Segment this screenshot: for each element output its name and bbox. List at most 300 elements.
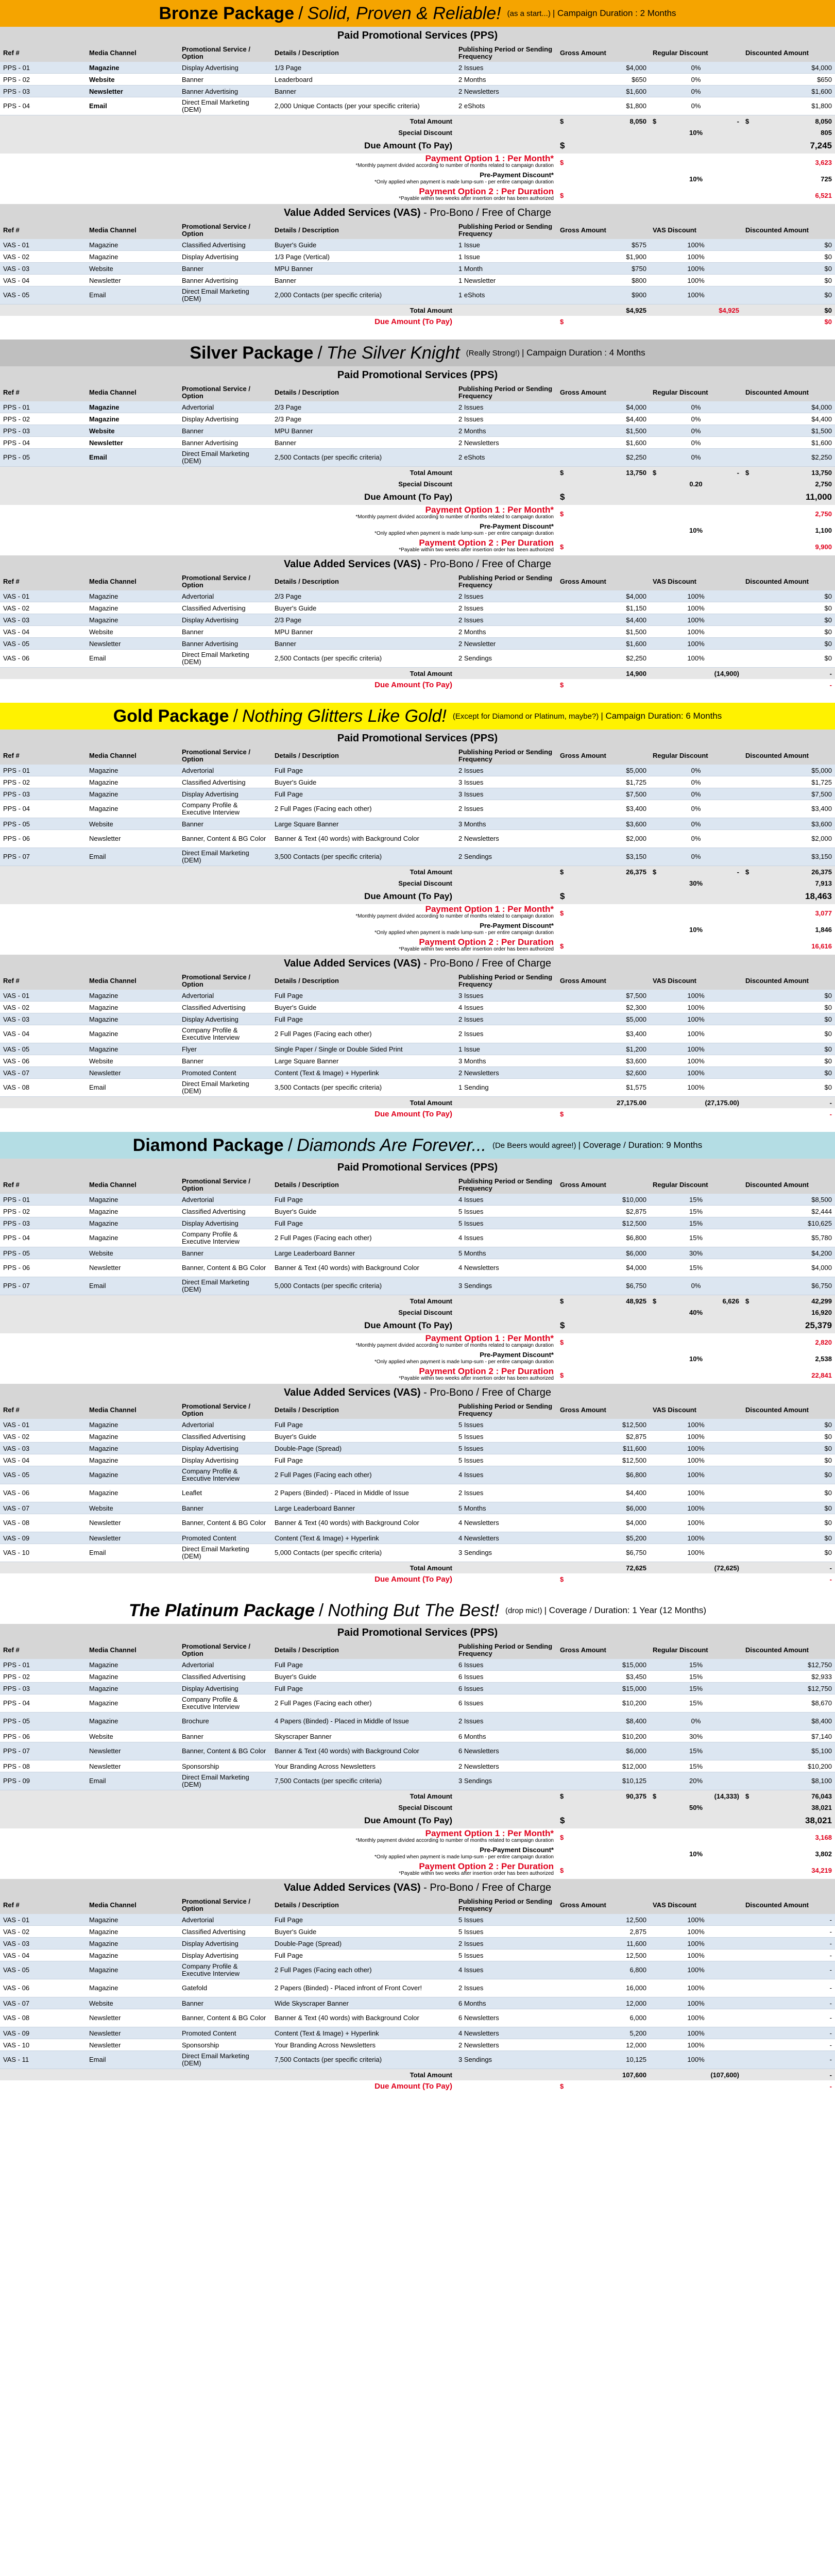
cell: 2/3 Page <box>271 614 455 626</box>
cell: Classified Advertising <box>179 1926 271 1938</box>
cell: 4 Issues <box>455 1229 557 1247</box>
value: 48,925 <box>626 1297 646 1305</box>
spacer <box>557 171 650 187</box>
column-header: Regular Discount <box>650 1176 742 1194</box>
table-row <box>0 626 835 638</box>
table-row <box>0 62 835 74</box>
table-row <box>0 1760 835 1772</box>
cell: VAS - 04 <box>0 1950 86 1961</box>
cell: $5,000 <box>557 765 650 776</box>
vas-total-value: - <box>742 668 835 680</box>
cell: 2,000 Unique Contacts (per your specific criteria) <box>271 97 455 115</box>
pps-title: Paid Promotional Services (PPS) <box>0 1159 835 1176</box>
total-label: Total Amount <box>271 1097 455 1109</box>
prepayment-row <box>0 1351 835 1366</box>
cell: $4,000 <box>742 1259 835 1277</box>
cell: $12,750 <box>742 1659 835 1671</box>
vas-total-row <box>0 668 835 680</box>
cell: $3,150 <box>742 848 835 866</box>
column-header: Promotional Service / Option <box>179 222 271 239</box>
cell: Email <box>86 650 179 668</box>
table-row <box>0 1671 835 1683</box>
cell: 5 Issues <box>455 1914 557 1926</box>
cell: Company Profile & Executive Interview <box>179 1025 271 1043</box>
spacer <box>650 1366 742 1384</box>
cell: Direct Email Marketing (DEM) <box>179 1277 271 1295</box>
cell: 100% <box>650 1043 742 1055</box>
table-row <box>0 1013 835 1025</box>
cell: PPS - 05 <box>0 1713 86 1731</box>
cell: 1 Issue <box>455 251 557 263</box>
cell: 100% <box>650 1443 742 1454</box>
column-header: Discounted Amount <box>742 44 835 62</box>
column-header: Discounted Amount <box>742 222 835 239</box>
cell: 1 Month <box>455 263 557 275</box>
spacer <box>455 1307 557 1318</box>
spacer <box>557 1846 650 1861</box>
package-header <box>0 703 835 730</box>
column-header: Media Channel <box>86 384 179 401</box>
cell: PPS - 03 <box>0 1683 86 1694</box>
cell: Magazine <box>86 1961 179 1979</box>
cell: 1 eShots <box>455 286 557 304</box>
table-row <box>0 1997 835 2009</box>
spacer <box>455 2069 557 2081</box>
cell: 5 Issues <box>455 1926 557 1938</box>
spacer <box>0 2069 86 2081</box>
currency-sign: $ <box>557 679 650 690</box>
column-header: Details / Description <box>271 747 455 765</box>
cell: $1,150 <box>557 602 650 614</box>
cell: PPS - 01 <box>0 1659 86 1671</box>
column-header-row <box>0 1176 835 1194</box>
column-header: Promotional Service / Option <box>179 747 271 765</box>
cell: VAS - 04 <box>0 626 86 638</box>
special-rate: 40% <box>650 1307 742 1318</box>
cell: - <box>742 2027 835 2039</box>
cell: 100% <box>650 638 742 650</box>
cell: Magazine <box>86 1229 179 1247</box>
vas-total-value: - <box>742 1562 835 1574</box>
prepayment-row <box>0 1846 835 1861</box>
pps-title: Paid Promotional Services (PPS) <box>0 730 835 747</box>
cell: Buyer's Guide <box>271 776 455 788</box>
column-header: Discounted Amount <box>742 573 835 590</box>
total-value <box>557 866 650 878</box>
cell: $10,200 <box>557 1731 650 1742</box>
option-2-amount: 22,841 <box>742 1366 835 1384</box>
spacer <box>650 538 742 555</box>
cell: Single Paper / Single or Double Sided Print <box>271 1043 455 1055</box>
spacer <box>179 522 271 538</box>
table-row <box>0 1979 835 1997</box>
cell: PPS - 07 <box>0 1742 86 1760</box>
cell: $0 <box>742 614 835 626</box>
cell: 5 Issues <box>455 1443 557 1454</box>
cell: 12,500 <box>557 1950 650 1961</box>
cell: 16,000 <box>557 1979 650 1997</box>
total-label: Total Amount <box>271 115 455 127</box>
cell: 11,600 <box>557 1938 650 1950</box>
currency-sign: $ <box>653 868 657 876</box>
cell: Large Leaderboard Banner <box>271 1247 455 1259</box>
cell: 100% <box>650 1544 742 1562</box>
cell: 7,500 Contacts (per specific criteria) <box>271 1772 455 1790</box>
column-header: Gross Amount <box>557 1641 650 1659</box>
spacer <box>86 1813 179 1828</box>
cell: Full Page <box>271 1683 455 1694</box>
spacer <box>0 937 86 955</box>
cell: 4 Issues <box>455 1466 557 1484</box>
special-rate: 0.20 <box>650 478 742 489</box>
cell: Full Page <box>271 990 455 1002</box>
pps-title: Paid Promotional Services (PPS) <box>0 27 835 44</box>
column-header: Ref # <box>0 384 86 401</box>
currency-sign: $ <box>557 1318 650 1333</box>
cell: 6 Issues <box>455 1659 557 1671</box>
cell: Banner <box>179 1997 271 2009</box>
cell: $4,400 <box>557 413 650 425</box>
package-note: (De Beers would agree!) <box>492 1141 576 1150</box>
spacer <box>455 1802 557 1813</box>
spacer <box>0 889 86 904</box>
package-note: (Except for Diamond or Platinum, maybe?) <box>452 711 599 721</box>
value: 26,375 <box>626 868 646 876</box>
spacer <box>0 1295 86 1307</box>
prepayment-row <box>0 922 835 937</box>
vas-total-row <box>0 1097 835 1109</box>
cell: $0 <box>742 1532 835 1544</box>
spacer <box>557 478 650 489</box>
spacer <box>0 1318 86 1333</box>
cell: Large Leaderboard Banner <box>271 1502 455 1514</box>
cell: Magazine <box>86 401 179 413</box>
cell: VAS - 08 <box>0 1079 86 1097</box>
cell: 2 Issues <box>455 62 557 74</box>
cell: 7,500 Contacts (per specific criteria) <box>271 2051 455 2069</box>
cell: Website <box>86 1247 179 1259</box>
currency-sign: $ <box>557 538 650 555</box>
vas-total-value: (72,625) <box>650 1562 742 1574</box>
cell: 6 Months <box>455 1997 557 2009</box>
cell: $2,300 <box>557 1002 650 1013</box>
currency-sign: $ <box>653 468 657 477</box>
package-campaign: | Campaign Duration : 2 Months <box>552 8 676 18</box>
spacer <box>86 889 179 904</box>
column-header-row <box>0 44 835 62</box>
cell: Website <box>86 74 179 86</box>
cell: $5,780 <box>742 1229 835 1247</box>
column-header-row <box>0 1641 835 1659</box>
cell: Magazine <box>86 239 179 251</box>
cell: $8,500 <box>742 1194 835 1206</box>
column-header: Promotional Service / Option <box>179 1176 271 1194</box>
spacer <box>0 1790 86 1802</box>
spacer <box>650 937 742 955</box>
package-block-1 <box>0 340 835 703</box>
spacer <box>455 877 557 889</box>
value: 76,043 <box>811 1792 832 1800</box>
currency-sign: $ <box>653 1792 657 1800</box>
cell: $2,444 <box>742 1206 835 1217</box>
cell: Banner, Content & BG Color <box>179 2009 271 2027</box>
prepay-note: *Only applied when payment is made lump-sum - per entire campaign duration <box>374 179 554 185</box>
cell: 0% <box>650 413 742 425</box>
cell: $0 <box>742 638 835 650</box>
total-row <box>0 115 835 127</box>
cell: VAS - 07 <box>0 1067 86 1079</box>
table-row <box>0 1683 835 1694</box>
value: - <box>737 468 739 477</box>
cell: - <box>742 1979 835 1997</box>
package-name: Gold Package <box>113 706 229 726</box>
currency-sign: $ <box>560 468 564 477</box>
cell: $12,000 <box>557 1760 650 1772</box>
table-row <box>0 830 835 848</box>
column-header: Ref # <box>0 44 86 62</box>
value: - <box>737 868 739 876</box>
spacer <box>86 866 179 878</box>
cell: 1 Issue <box>455 239 557 251</box>
spacer <box>0 115 86 127</box>
option-2-amount: 34,219 <box>742 1861 835 1879</box>
currency-sign: $ <box>557 2080 650 2092</box>
cell: $2,875 <box>557 1206 650 1217</box>
cell: PPS - 04 <box>0 97 86 115</box>
pps-table <box>0 44 835 204</box>
option-2-label <box>271 187 557 204</box>
option-1-amount: 2,750 <box>742 505 835 522</box>
vas-title-bold: Value Added Services (VAS) <box>283 1387 421 1398</box>
spacer <box>86 1333 179 1351</box>
cell: 0% <box>650 1277 742 1295</box>
cell: Double-Page (Spread) <box>271 1938 455 1950</box>
cell: 4 Newsletters <box>455 1514 557 1532</box>
cell: Website <box>86 626 179 638</box>
total-value <box>742 115 835 127</box>
cell: $15,000 <box>557 1659 650 1671</box>
cell: 0% <box>650 1713 742 1731</box>
cell: 4 Newsletters <box>455 1532 557 1544</box>
cell: VAS - 02 <box>0 1002 86 1013</box>
spacer <box>86 904 179 922</box>
cell: VAS - 04 <box>0 1025 86 1043</box>
package-gap <box>0 327 835 340</box>
column-header: Discounted Amount <box>742 747 835 765</box>
column-header: Ref # <box>0 573 86 590</box>
cell: $4,000 <box>557 62 650 74</box>
table-row <box>0 1484 835 1502</box>
cell: $0 <box>742 650 835 668</box>
spacer <box>179 1307 271 1318</box>
cell: $3,600 <box>557 818 650 830</box>
package-tagline: Solid, Proven & Reliable! <box>307 3 501 23</box>
cell: VAS - 03 <box>0 614 86 626</box>
spacer <box>179 866 271 878</box>
cell: 2 Full Pages (Facing each other) <box>271 1694 455 1713</box>
spacer <box>179 138 271 154</box>
cell: 100% <box>650 1025 742 1043</box>
cell: 4 Issues <box>455 1194 557 1206</box>
cell: $1,600 <box>742 437 835 449</box>
prepay-note: *Only applied when payment is made lump-sum - per entire campaign duration <box>374 930 554 936</box>
column-header: Details / Description <box>271 222 455 239</box>
cell: VAS - 11 <box>0 2051 86 2069</box>
currency-sign: $ <box>557 489 650 505</box>
column-header: Discounted Amount <box>742 1896 835 1914</box>
cell: 0% <box>650 818 742 830</box>
cell: 6 Months <box>455 1731 557 1742</box>
cell: Banner <box>179 626 271 638</box>
special-label: Special Discount <box>271 877 455 889</box>
spacer <box>0 154 86 171</box>
spacer <box>86 1097 179 1109</box>
package-campaign: | Campaign Duration: 6 Months <box>601 711 722 721</box>
total-value <box>650 1790 742 1802</box>
cell: PPS - 03 <box>0 788 86 800</box>
prepay-amount: 2,538 <box>742 1351 835 1366</box>
cell: Large Square Banner <box>271 818 455 830</box>
column-header: Publishing Period or Sending Frequency <box>455 1176 557 1194</box>
total-label: Total Amount <box>271 467 455 479</box>
spacer <box>86 316 179 327</box>
spacer <box>0 877 86 889</box>
spacer <box>650 505 742 522</box>
column-header: Regular Discount <box>650 384 742 401</box>
vas-title <box>0 204 835 222</box>
spacer <box>179 1097 271 1109</box>
package-gap <box>0 1120 835 1132</box>
spacer <box>179 877 271 889</box>
cell: Direct Email Marketing (DEM) <box>179 97 271 115</box>
package-tagline: The Silver Knight <box>326 343 460 363</box>
vas-title <box>0 555 835 573</box>
prepay-rate: 10% <box>650 171 742 187</box>
spacer <box>0 138 86 154</box>
spacer <box>0 505 86 522</box>
spacer <box>86 1351 179 1366</box>
total-value <box>742 1790 835 1802</box>
currency-sign: $ <box>653 1297 657 1305</box>
spacer <box>650 1861 742 1879</box>
cell: Banner, Content & BG Color <box>179 1514 271 1532</box>
cell: 100% <box>650 1961 742 1979</box>
table-row <box>0 1002 835 1013</box>
spacer <box>650 316 742 327</box>
currency-sign: $ <box>745 468 749 477</box>
spacer <box>557 922 650 937</box>
spacer <box>86 304 179 316</box>
spacer <box>86 138 179 154</box>
cell: Website <box>86 1502 179 1514</box>
due-amount: 38,021 <box>742 1813 835 1828</box>
cell: Email <box>86 97 179 115</box>
cell: 2 Sendings <box>455 848 557 866</box>
cell: PPS - 04 <box>0 800 86 818</box>
cell: 2 Full Pages (Facing each other) <box>271 800 455 818</box>
option-1-title: Payment Option 1 : Per Month* <box>425 154 554 163</box>
cell: Magazine <box>86 1659 179 1671</box>
spacer <box>86 922 179 937</box>
cell: 0% <box>650 830 742 848</box>
option-2-label <box>271 538 557 555</box>
cell: Brochure <box>179 1713 271 1731</box>
cell: 100% <box>650 990 742 1002</box>
spacer <box>179 187 271 204</box>
spacer <box>86 489 179 505</box>
cell: 2 Newsletters <box>455 2039 557 2051</box>
table-row <box>0 614 835 626</box>
total-row <box>0 1790 835 1802</box>
cell: Magazine <box>86 765 179 776</box>
cell: $10,200 <box>742 1760 835 1772</box>
cell: Magazine <box>86 1950 179 1961</box>
spacer <box>179 1828 271 1846</box>
cell: Newsletter <box>86 437 179 449</box>
cell: 2 Issues <box>455 1938 557 1950</box>
total-value <box>742 1295 835 1307</box>
cell: PPS - 02 <box>0 1671 86 1683</box>
cell: Banner Advertising <box>179 86 271 97</box>
currency-sign: $ <box>557 1366 650 1384</box>
cell: $0 <box>742 275 835 286</box>
cell: 100% <box>650 1055 742 1067</box>
total-label: Total Amount <box>271 304 455 316</box>
cell: $0 <box>742 1079 835 1097</box>
cell: Display Advertising <box>179 614 271 626</box>
table-row <box>0 1206 835 1217</box>
cell: 15% <box>650 1217 742 1229</box>
column-header: Gross Amount <box>557 1896 650 1914</box>
cell: - <box>742 1914 835 1926</box>
cell: PPS - 05 <box>0 818 86 830</box>
cell: Sponsorship <box>179 2039 271 2051</box>
option-1-title: Payment Option 1 : Per Month* <box>425 505 554 515</box>
table-row <box>0 1961 835 1979</box>
cell: VAS - 02 <box>0 1926 86 1938</box>
option-1-amount: 3,077 <box>742 904 835 922</box>
cell: Advertorial <box>179 1419 271 1431</box>
spacer <box>455 1562 557 1574</box>
cell: 2/3 Page <box>271 590 455 602</box>
cell: Banner & Text (40 words) with Background Color <box>271 830 455 848</box>
cell: $10,200 <box>557 1694 650 1713</box>
cell: 2,500 Contacts (per specific criteria) <box>271 650 455 668</box>
cell: - <box>742 1926 835 1938</box>
column-header: Publishing Period or Sending Frequency <box>455 747 557 765</box>
spacer <box>179 1108 271 1120</box>
cell: 3,500 Contacts (per specific criteria) <box>271 848 455 866</box>
vas-title <box>0 1879 835 1896</box>
vas-due-label: Due Amount (To Pay) <box>271 1573 455 1585</box>
package-block-3 <box>0 1132 835 1597</box>
cell: $6,000 <box>557 1742 650 1760</box>
value: 90,375 <box>626 1792 646 1800</box>
cell: Full Page <box>271 788 455 800</box>
cell: 1 Issue <box>455 1043 557 1055</box>
cell: 100% <box>650 1002 742 1013</box>
cell: $0 <box>742 1055 835 1067</box>
spacer <box>179 154 271 171</box>
cell: 0% <box>650 86 742 97</box>
column-header: Discounted Amount <box>742 1641 835 1659</box>
option-2-label <box>271 937 557 955</box>
spacer <box>0 1861 86 1879</box>
cell: 5 Months <box>455 1502 557 1514</box>
spacer <box>0 1846 86 1861</box>
cell: 100% <box>650 1997 742 2009</box>
column-header: Details / Description <box>271 1896 455 1914</box>
